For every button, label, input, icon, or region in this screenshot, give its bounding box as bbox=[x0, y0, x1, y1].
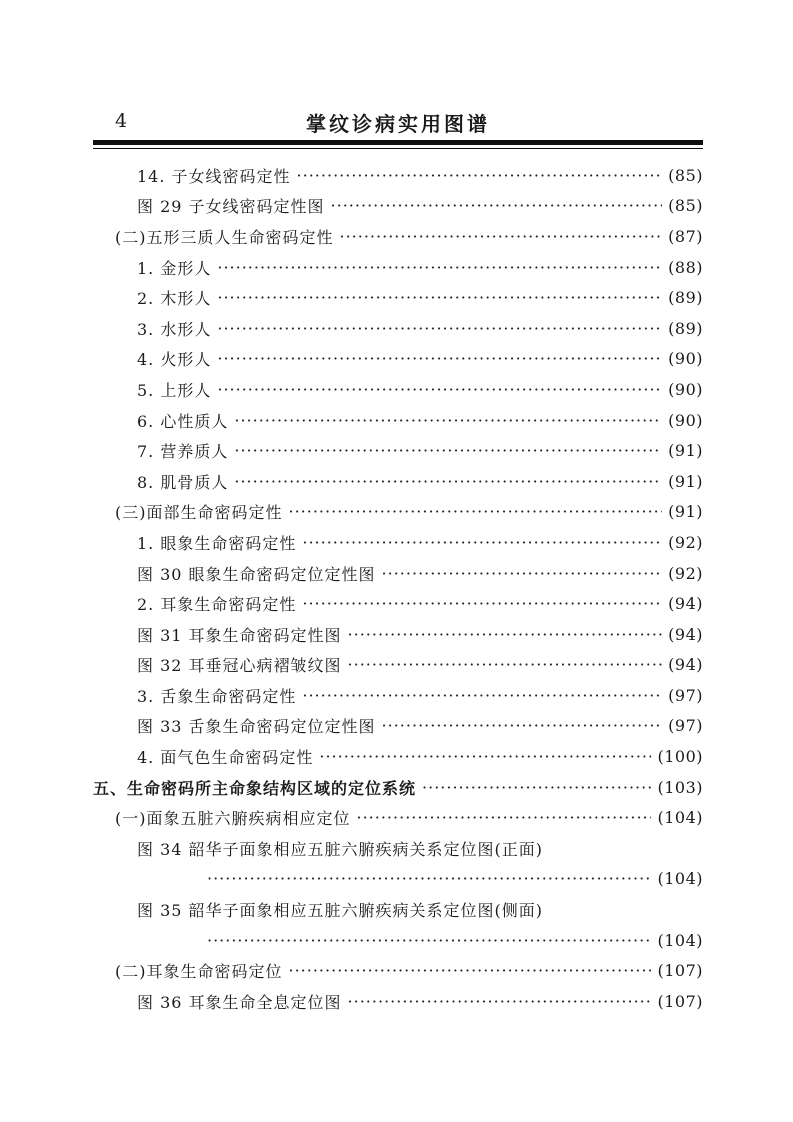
toc-entry-label: (二)耳象生命密码定位 bbox=[115, 962, 283, 982]
toc-leader-dots bbox=[217, 288, 662, 307]
toc-leader-dots bbox=[234, 411, 662, 430]
toc-entry bbox=[93, 344, 703, 375]
toc-entry-label: (二)五形三质人生命密码定性 bbox=[115, 227, 334, 247]
toc-entry bbox=[93, 313, 703, 344]
toc-entry-label: 14. 子女线密码定性 bbox=[137, 166, 291, 186]
toc-entry bbox=[93, 955, 703, 986]
page-number: 4 bbox=[115, 110, 128, 132]
toc-entry-page: (91) bbox=[668, 502, 703, 522]
toc-entry-page: (88) bbox=[668, 257, 703, 277]
toc-entry bbox=[93, 894, 703, 925]
toc-entry-page: (97) bbox=[668, 685, 703, 705]
toc-entry bbox=[93, 588, 703, 619]
toc-entry-label: 3. 水形人 bbox=[137, 319, 212, 339]
toc-entry-page: (97) bbox=[668, 716, 703, 736]
toc-entry-page: (104) bbox=[657, 869, 703, 889]
header-rule-thick bbox=[93, 140, 703, 145]
toc-entry bbox=[93, 160, 703, 191]
toc-leader-dots bbox=[331, 196, 663, 215]
toc-entry-label: 1. 眼象生命密码定性 bbox=[137, 533, 297, 553]
header-rule-thin bbox=[93, 148, 703, 149]
toc-entry bbox=[93, 772, 703, 803]
toc-entry-label: 2. 耳象生命密码定性 bbox=[137, 595, 297, 615]
toc-leader-dots bbox=[348, 625, 663, 644]
toc-entry-page: (89) bbox=[668, 318, 703, 338]
toc-entry-page: (94) bbox=[668, 624, 703, 644]
toc-entry-page: (90) bbox=[668, 349, 703, 369]
toc-entry-label: 图 30 眼象生命密码定位定性图 bbox=[137, 564, 376, 584]
toc-entry-page: (92) bbox=[668, 563, 703, 583]
toc-entry-page: (104) bbox=[657, 930, 703, 950]
toc-leader-dots bbox=[217, 258, 662, 277]
toc-entry bbox=[93, 435, 703, 466]
toc-entry bbox=[93, 558, 703, 589]
toc-entry bbox=[93, 191, 703, 222]
toc-entry-page: (91) bbox=[668, 471, 703, 491]
toc-leader-dots bbox=[217, 349, 662, 368]
toc-leader-dots bbox=[340, 227, 663, 246]
toc-entry bbox=[93, 374, 703, 405]
toc-entry-label: 图 29 子女线密码定性图 bbox=[137, 197, 325, 217]
toc-entry-label: 五、生命密码所主命象结构区域的定位系统 bbox=[93, 778, 417, 798]
toc-entry bbox=[93, 680, 703, 711]
toc-entry bbox=[93, 986, 703, 1017]
toc-entry bbox=[93, 711, 703, 742]
toc-entry-label: 图 31 耳象生命密码定性图 bbox=[137, 625, 342, 645]
toc-entry bbox=[93, 802, 703, 833]
toc-entry-label: (一)面象五脏六腑疾病相应定位 bbox=[115, 809, 351, 829]
toc-entry-label: 图 36 耳象生命全息定位图 bbox=[137, 992, 342, 1012]
toc-entry bbox=[93, 925, 703, 956]
toc-entry-label: 6. 心性质人 bbox=[137, 411, 229, 431]
toc-entry-label: 2. 木形人 bbox=[137, 289, 212, 309]
toc-entry-page: (90) bbox=[668, 379, 703, 399]
toc-entry-label: 7. 营养质人 bbox=[137, 442, 229, 462]
toc-leader-dots bbox=[234, 441, 662, 460]
toc-entry-label: 图 34 韶华子面象相应五脏六腑疾病关系定位图(正面) bbox=[137, 839, 544, 859]
toc-leader-dots bbox=[302, 594, 662, 613]
toc-leader-dots bbox=[382, 716, 663, 735]
toc-leader-dots bbox=[289, 961, 652, 980]
toc-leader-dots bbox=[207, 931, 651, 950]
running-header bbox=[93, 104, 703, 140]
toc-entry-label: 1. 金形人 bbox=[137, 258, 212, 278]
toc-entry-label: 图 32 耳垂冠心病褶皱纹图 bbox=[137, 656, 342, 676]
toc-leader-dots bbox=[217, 380, 662, 399]
toc-leader-dots bbox=[348, 992, 652, 1011]
toc-entry-label: 图 35 韶华子面象相应五脏六腑疾病关系定位图(侧面) bbox=[137, 901, 544, 921]
toc-leader-dots bbox=[234, 472, 662, 491]
table-of-contents bbox=[93, 160, 703, 1017]
toc-leader-dots bbox=[357, 808, 652, 827]
toc-entry-label: 5. 上形人 bbox=[137, 380, 212, 400]
toc-entry-page: (89) bbox=[668, 288, 703, 308]
toc-entry-page: (92) bbox=[668, 532, 703, 552]
toc-entry-page: (107) bbox=[657, 961, 703, 981]
toc-entry bbox=[93, 833, 703, 864]
toc-entry-page: (91) bbox=[668, 441, 703, 461]
toc-entry-label: (三)面部生命密码定性 bbox=[115, 503, 283, 523]
toc-leader-dots bbox=[297, 166, 663, 185]
toc-leader-dots bbox=[302, 533, 662, 552]
toc-entry-page: (85) bbox=[668, 165, 703, 185]
toc-leader-dots bbox=[302, 686, 662, 705]
toc-entry bbox=[93, 619, 703, 650]
toc-entry-page: (107) bbox=[657, 991, 703, 1011]
toc-entry-page: (94) bbox=[668, 655, 703, 675]
toc-leader-dots bbox=[422, 778, 651, 797]
toc-entry bbox=[93, 252, 703, 283]
toc-entry-page: (94) bbox=[668, 594, 703, 614]
toc-entry bbox=[93, 497, 703, 528]
toc-entry-label: 3. 舌象生命密码定性 bbox=[137, 686, 297, 706]
toc-entry-label: 图 33 舌象生命密码定位定性图 bbox=[137, 717, 376, 737]
toc-entry-page: (87) bbox=[668, 226, 703, 246]
toc-entry bbox=[93, 405, 703, 436]
toc-entry-label: 4. 面气色生命密码定性 bbox=[137, 748, 314, 768]
toc-entry bbox=[93, 650, 703, 681]
toc-leader-dots bbox=[382, 564, 663, 583]
toc-entry-page: (103) bbox=[657, 777, 703, 797]
toc-entry-page: (104) bbox=[657, 808, 703, 828]
toc-entry bbox=[93, 221, 703, 252]
toc-entry bbox=[93, 527, 703, 558]
toc-entry bbox=[93, 282, 703, 313]
toc-leader-dots bbox=[217, 319, 662, 338]
toc-entry bbox=[93, 741, 703, 772]
toc-leader-dots bbox=[319, 747, 651, 766]
toc-leader-dots bbox=[207, 869, 651, 888]
book-title: 掌纹诊病实用图谱 bbox=[306, 112, 490, 136]
toc-entry-page: (85) bbox=[668, 196, 703, 216]
toc-entry bbox=[93, 864, 703, 895]
toc-entry-label: 4. 火形人 bbox=[137, 350, 212, 370]
toc-entry bbox=[93, 466, 703, 497]
toc-entry-label: 8. 肌骨质人 bbox=[137, 472, 229, 492]
toc-entry-page: (100) bbox=[657, 747, 703, 767]
toc-leader-dots bbox=[289, 502, 663, 521]
toc-entry-page: (90) bbox=[668, 410, 703, 430]
toc-leader-dots bbox=[348, 655, 663, 674]
